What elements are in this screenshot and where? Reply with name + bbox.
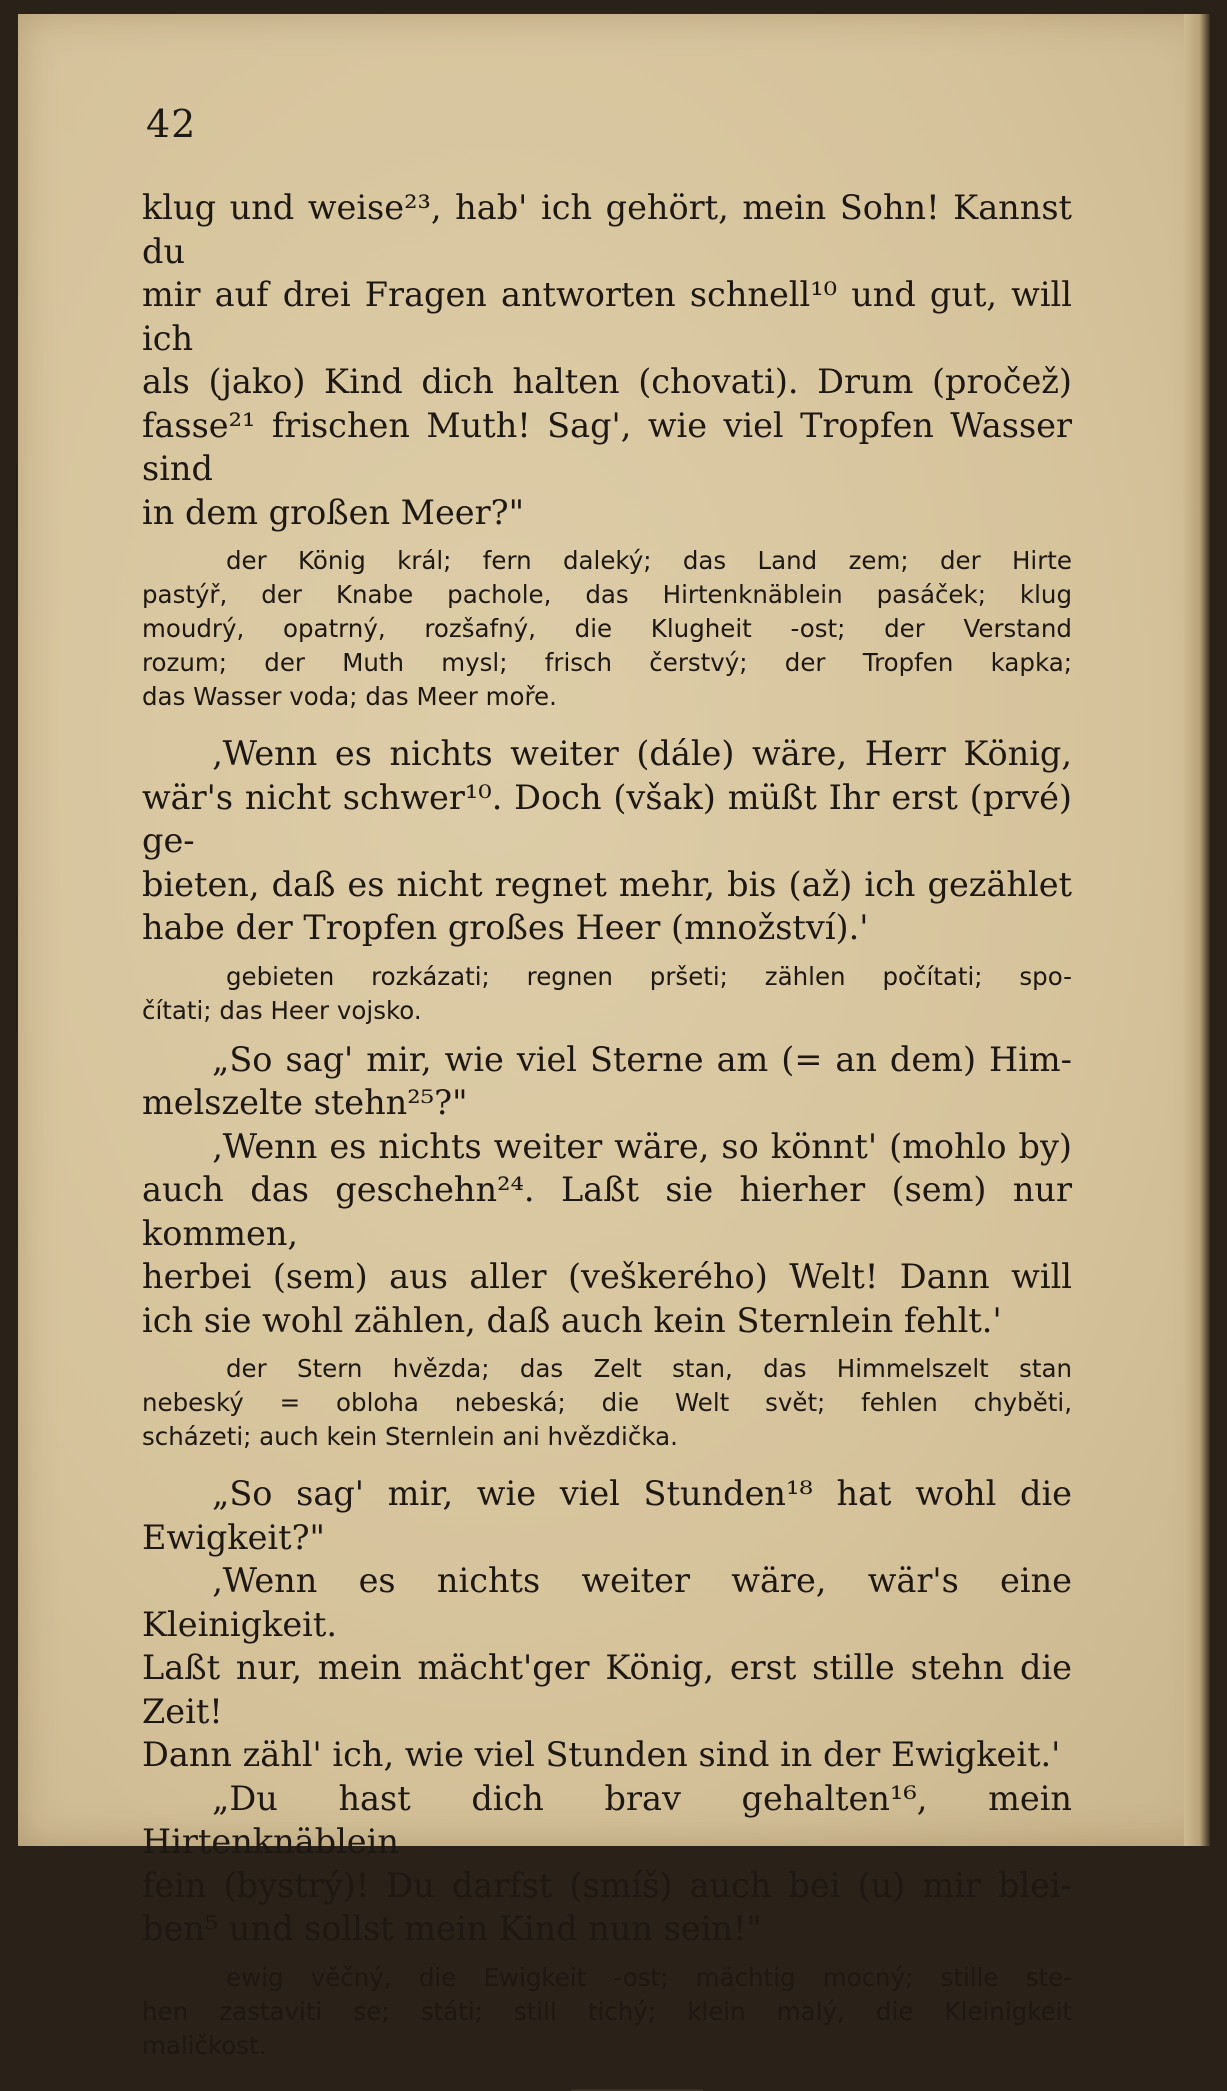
- stanza-5: [142, 1472, 1072, 1559]
- text-line: ‚Wenn es nichts weiter wäre, wär's eine Kleinigkeit.: [142, 1561, 1072, 1644]
- text-line: auch das geschehn²⁴. Laßt sie hierher (sem) nur kommen,: [142, 1170, 1072, 1253]
- text-line: ben⁵ und sollst mein Kind nun sein!": [142, 1909, 762, 1948]
- text-line: bieten, daß es nicht regnet mehr, bis (až) ich gezählet: [142, 864, 1072, 904]
- stanza-1: [142, 186, 1072, 534]
- book-page: [18, 14, 1210, 2060]
- text-line: ‚Wenn es nichts weiter (dále) wäre, Herr König,: [212, 734, 1072, 773]
- text-line: in dem großen Meer?": [142, 492, 525, 532]
- vocabulary-gloss-3: [142, 1352, 1072, 1454]
- gloss-line: der Stern hvězda; das Zelt stan, das Himmelszelt stan: [226, 1354, 1072, 1383]
- stanza-4: [142, 1125, 1072, 1343]
- text-line: fein (bystrý)! Du darfst (smíš) auch bei (u) mir blei-: [142, 1865, 1072, 1905]
- text-line: mir auf drei Fragen antworten schnell¹⁰ und gut, will ich: [142, 275, 1072, 358]
- gloss-line: čítati; das Heer vojsko.: [142, 995, 422, 1025]
- gloss-line: ewig věčný, die Ewigkeit -ost; mächtig mocný; stille ste-: [226, 1962, 1072, 1992]
- gloss-line: nebeský = obloha nebeská; die Welt svět; fehlen chyběti,: [142, 1388, 1072, 1417]
- gloss-line: moudrý, opatrný, rozšafný, die Klugheit -ost; der Verstand: [142, 614, 1072, 643]
- gloss-line: maličkost.: [142, 2030, 267, 2060]
- gloss-line: hen zastaviti se; státi; still tichý; klein malý, die Kleinigkeit: [142, 1996, 1072, 2026]
- stanza-7: [142, 1777, 1072, 1951]
- text-line: habe der Tropfen großes Heer (množství).': [142, 908, 869, 947]
- text-line: ich sie wohl zählen, daß auch kein Sternlein fehlt.': [142, 1300, 1002, 1340]
- text-line: Dann zähl' ich, wie viel Stunden sind in der Ewigkeit.': [142, 1735, 1061, 1774]
- vocabulary-gloss-4: [142, 1961, 1072, 2063]
- stanza-6: [142, 1559, 1072, 1777]
- gloss-line: gebieten rozkázati; regnen pršeti; zählen počítati; spo-: [226, 961, 1072, 991]
- gloss-line: scházeti; auch kein Sternlein ani hvězdička.: [142, 1422, 678, 1451]
- gloss-line: der König král; fern daleký; das Land zem; der Hirte: [226, 546, 1072, 575]
- text-line: ‚Wenn es nichts weiter wäre, so könnt' (mohlo by): [212, 1126, 1072, 1166]
- text-line: Laßt nur, mein mächt'ger König, erst stille stehn die Zeit!: [142, 1648, 1072, 1731]
- text-line: melszelte stehn²⁵?": [142, 1083, 468, 1122]
- section-end-rule: [571, 2089, 703, 2091]
- text-line: fasse²¹ frischen Muth! Sag', wie viel Tropfen Wasser sind: [142, 405, 1072, 488]
- page-spine-shadow: [1184, 14, 1210, 1846]
- vocabulary-gloss-1: [142, 544, 1072, 714]
- gloss-line: rozum; der Muth mysl; frisch čerstvý; der Tropfen kapka;: [142, 648, 1072, 677]
- text-line: Ewigkeit?": [142, 1517, 325, 1557]
- text-line: als (jako) Kind dich halten (chovati). Drum (pročež): [142, 362, 1072, 401]
- stanza-3: [142, 1038, 1072, 1125]
- text-line: wär's nicht schwer¹⁰. Doch (však) müßt Ihr erst (prvé) ge-: [142, 777, 1072, 860]
- gloss-line: das Wasser voda; das Meer moře.: [142, 682, 557, 711]
- text-line: herbei (sem) aus aller (veškerého) Welt! Dann will: [142, 1257, 1072, 1296]
- text-line: „Du hast dich brav gehalten¹⁶, mein Hirtenknäblein: [142, 1778, 1072, 1861]
- text-line: „So sag' mir, wie viel Sterne am (= an dem) Him-: [212, 1039, 1072, 1079]
- page-number: 42: [146, 102, 197, 146]
- text-line: „So sag' mir, wie viel Stunden¹⁸ hat wohl die: [212, 1474, 1072, 1513]
- text-line: klug und weise²³, hab' ich gehört, mein Sohn! Kannst du: [142, 188, 1072, 271]
- stanza-2: [142, 732, 1072, 950]
- page-content: [142, 186, 1072, 2091]
- gloss-line: pastýř, der Knabe pachole, das Hirtenknäblein pasáček; klug: [142, 580, 1072, 609]
- vocabulary-gloss-2: [142, 960, 1072, 1028]
